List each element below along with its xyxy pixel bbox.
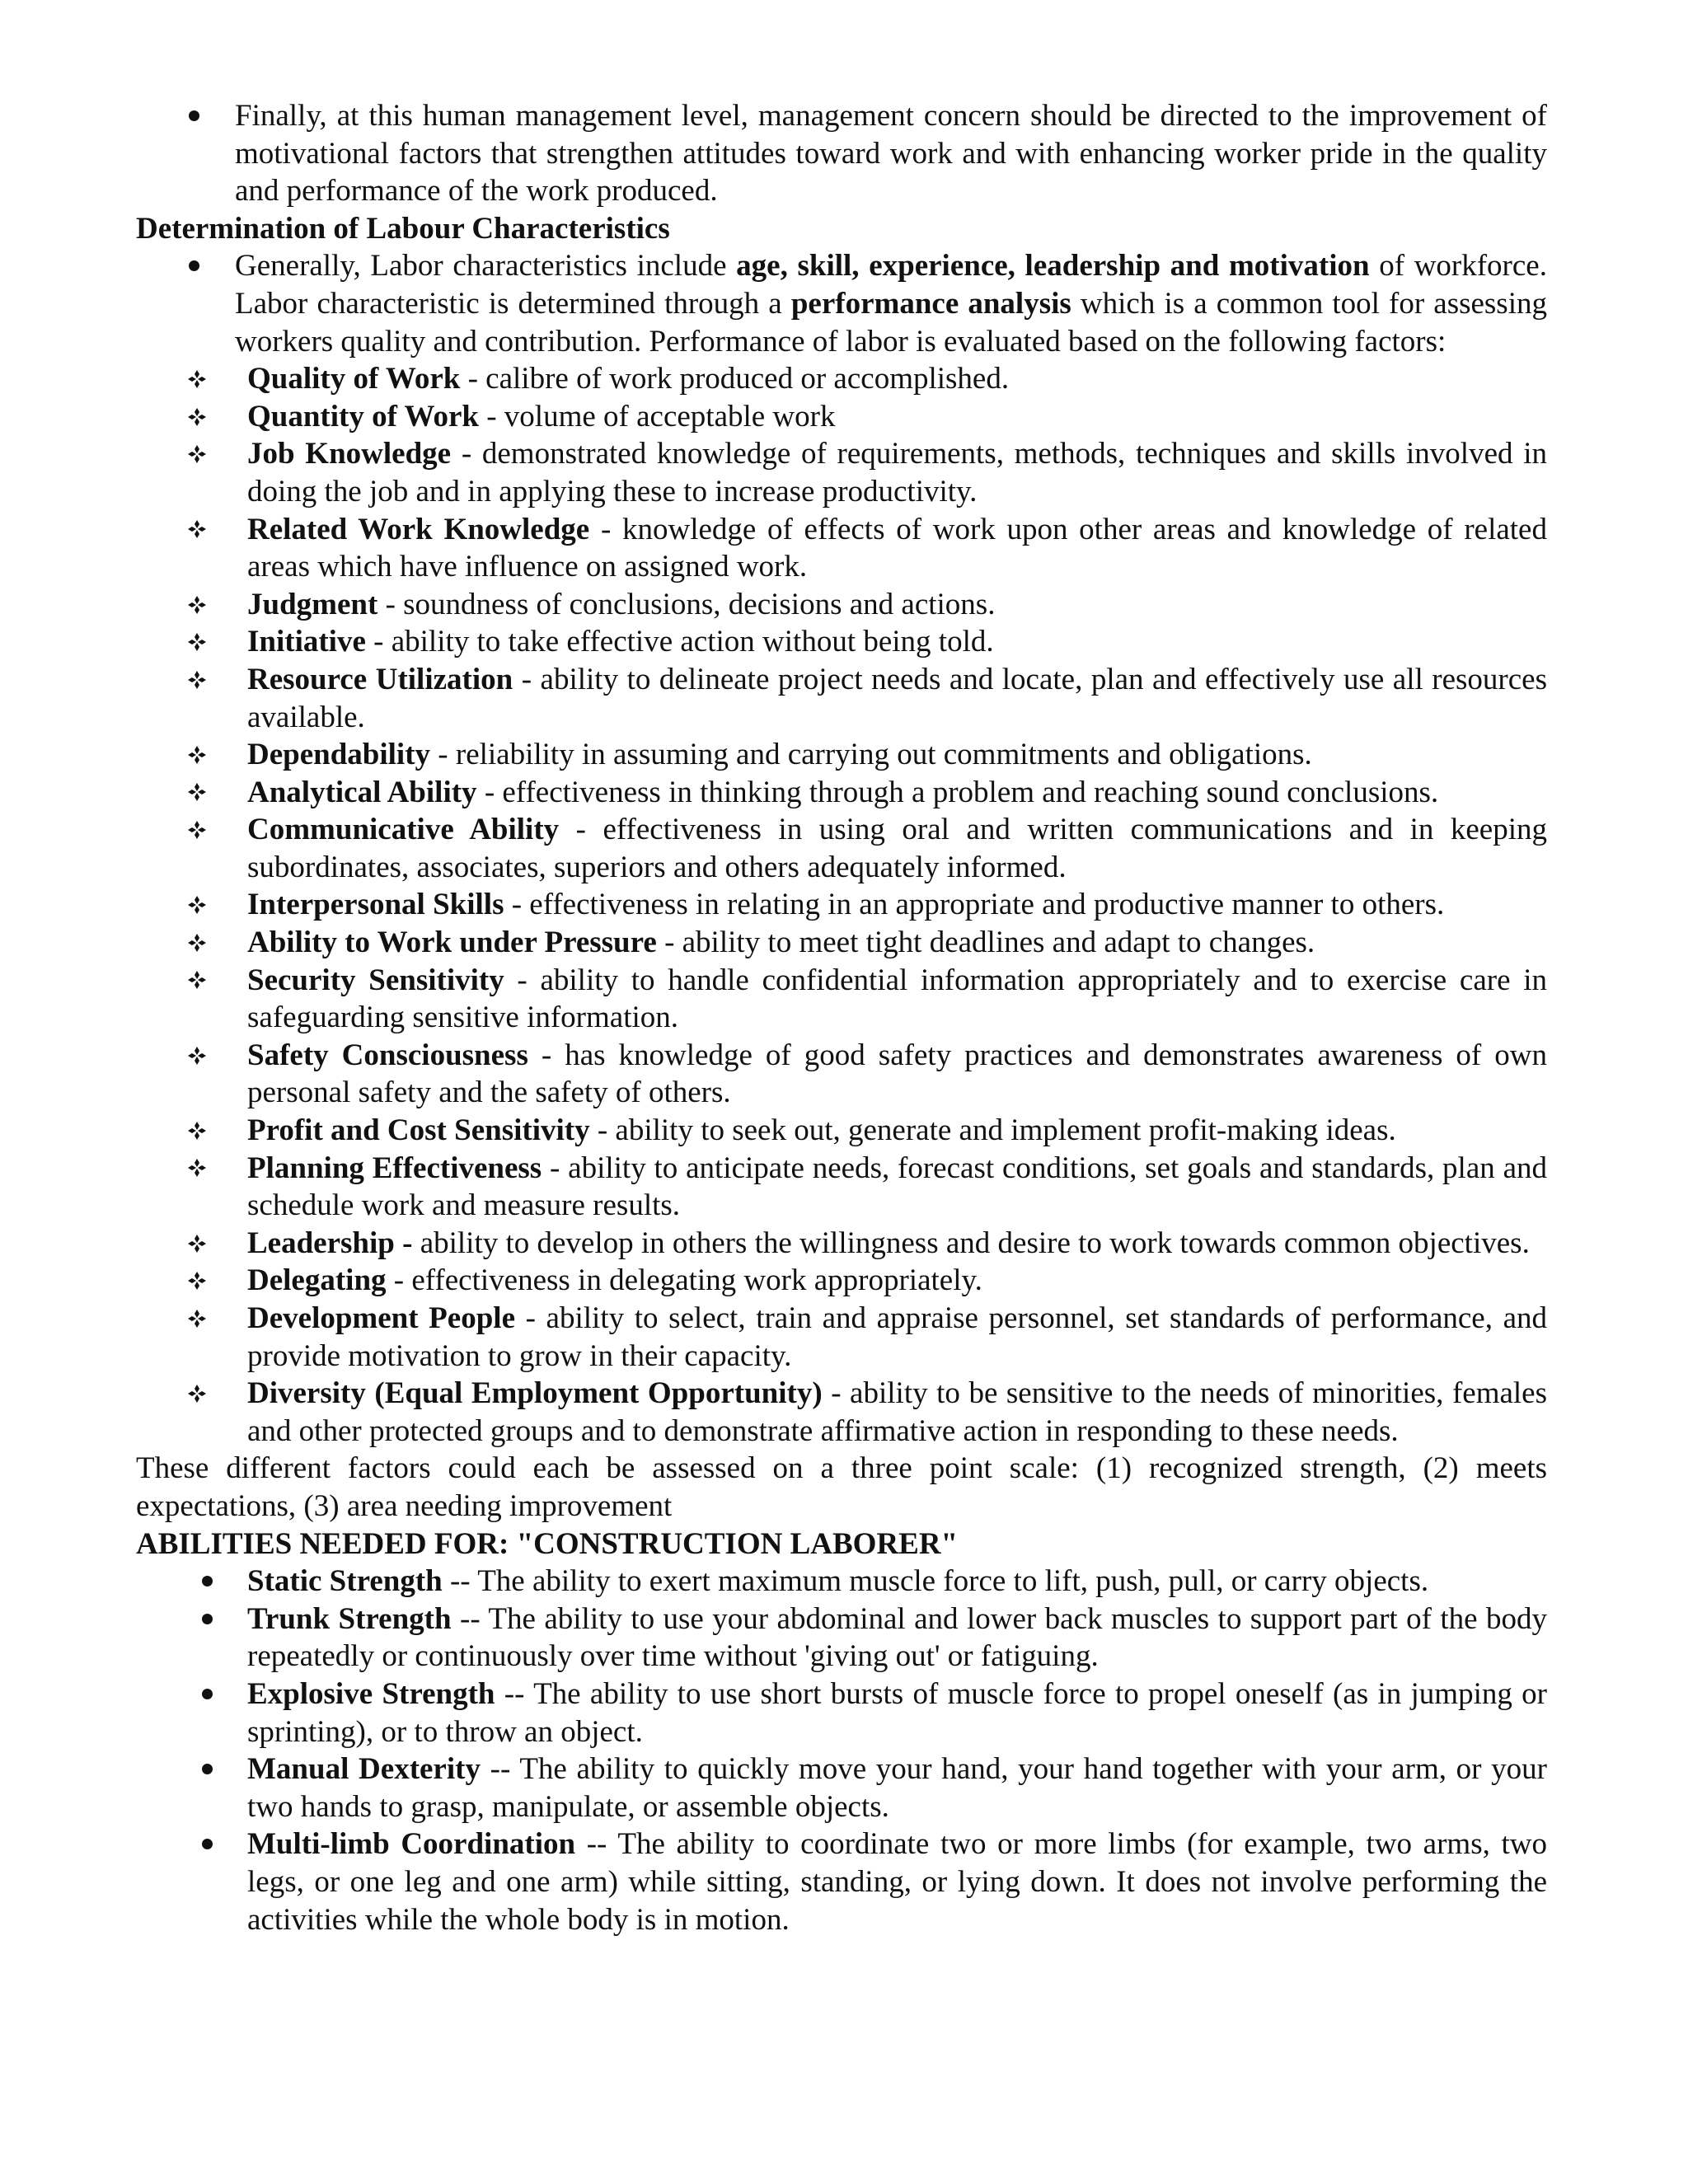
factor-description: - demonstrated knowledge of requirements, methods, techniques and skills involved in doing the job and in applying these to increase productivity.: [247, 437, 1548, 509]
factor-term: Dependability: [247, 738, 431, 772]
assessment-scale-paragraph: These different factors could each be assessed on a three point scale: (1) recognized strength, (2) meets expectations, (3) area needing improvement: [136, 1451, 1547, 1523]
diamond-bullet-icon: [187, 736, 207, 774]
diamond-bullet-icon: [187, 924, 207, 962]
factor-list-item: [136, 1037, 1547, 1112]
diamond-bullet-icon: [187, 1150, 207, 1188]
performance-factors-list: [136, 360, 1547, 1450]
ability-description: -- The ability to use your abdominal and lower back muscles to support part of the body repeatedly or continuously over time without 'giving out' or fatiguing.: [247, 1601, 1548, 1674]
labour-characteristics-bullet: [136, 247, 1547, 360]
diamond-bullet-icon: [187, 811, 207, 849]
factor-description: - ability to seek out, generate and implement profit-making ideas.: [589, 1113, 1396, 1148]
factor-description: - volume of acceptable work: [478, 399, 836, 434]
diamond-bullet-icon: [187, 1112, 207, 1150]
ability-description: -- The ability to quickly move your hand, your hand together with your arm, or your two hands to grasp, manipulate, or assemble objects.: [247, 1752, 1547, 1824]
factor-list-item: [136, 924, 1547, 962]
section-heading-labour-characteristics: Determination of Labour Characteristics: [136, 211, 670, 246]
factor-description: - ability to meet tight deadlines and adapt to changes.: [656, 926, 1315, 960]
diamond-bullet-icon: [187, 886, 207, 924]
factor-description: - effectiveness in relating in an appropriate and productive manner to others.: [504, 888, 1445, 922]
abilities-list: [136, 1563, 1547, 1938]
factor-term: Communicative Ability: [247, 813, 560, 847]
ability-list-item: [136, 1601, 1547, 1675]
bullet-dot-icon: [202, 1614, 213, 1624]
factor-list-item: [136, 360, 1547, 398]
factor-list-item: [136, 1375, 1547, 1450]
factor-term: Related Work Knowledge: [247, 512, 590, 546]
factor-term: Quality of Work: [247, 362, 461, 396]
diamond-bullet-icon: [187, 1300, 207, 1338]
factor-list-item: [136, 886, 1547, 924]
factor-description: - ability to take effective action without being told.: [365, 625, 994, 659]
bullet-text-part: which is a common tool for assessing workers quality and contribution. Performance of labor is evaluated based on the following factors:: [235, 286, 1547, 359]
factor-term: Interpersonal Skills: [247, 888, 504, 922]
ability-description: -- The ability to exert maximum muscle force to lift, push, pull, or carry objects.: [442, 1564, 1429, 1599]
diamond-bullet-icon: [187, 623, 207, 661]
document-page: [136, 97, 1547, 1938]
ability-term: Trunk Strength: [247, 1601, 452, 1636]
diamond-bullet-icon: [187, 962, 207, 1000]
diamond-bullet-icon: [187, 774, 207, 812]
ability-list-item: [136, 1563, 1547, 1601]
diamond-bullet-icon: [187, 661, 207, 699]
section-heading-abilities: ABILITIES NEEDED FOR: "CONSTRUCTION LABORER": [136, 1526, 959, 1561]
factor-term: Diversity (Equal Employment Opportunity): [247, 1376, 823, 1411]
factor-term: Initiative: [247, 625, 366, 659]
factor-list-item: [136, 1262, 1547, 1300]
ability-list-item: [136, 1825, 1547, 1938]
factor-description: - ability to anticipate needs, forecast conditions, set goals and standards, plan and schedule work and measure results.: [247, 1151, 1547, 1223]
diamond-bullet-icon: [187, 586, 207, 624]
factor-term: Quantity of Work: [247, 399, 479, 434]
bullet-bold-part: performance analysis: [790, 286, 1071, 321]
ability-term: Explosive Strength: [247, 1676, 495, 1711]
factor-list-item: [136, 1150, 1547, 1225]
factor-list-item: [136, 736, 1547, 774]
factor-description: - has knowledge of good safety practices and demonstrates awareness of own personal safety and the safety of others.: [247, 1038, 1547, 1110]
bullet-text-part: of workforce. Labor characteristic is determined through a: [235, 249, 1547, 321]
factor-description: - ability to delineate project needs and locate, plan and effectively use all resources available.: [247, 662, 1547, 734]
factor-term: Security Sensitivity: [247, 963, 504, 997]
bullet-text-part: Generally, Labor characteristics include: [235, 249, 737, 284]
factor-list-item: [136, 811, 1547, 886]
factor-description: - soundness of conclusions, decisions and actions.: [377, 587, 996, 621]
factor-list-item: [136, 774, 1547, 812]
factor-description: - effectiveness in delegating work appropriately.: [386, 1263, 982, 1298]
diamond-bullet-icon: [187, 1225, 207, 1263]
factor-description: - ability to be sensitive to the needs of minorities, females and other protected groups and to demonstrate affirmative action in responding to these needs.: [247, 1376, 1547, 1448]
factor-term: Profit and Cost Sensitivity: [247, 1113, 590, 1148]
factor-list-item: [136, 962, 1547, 1037]
factor-term: Planning Effectiveness: [247, 1151, 542, 1185]
factor-list-item: [136, 1225, 1547, 1263]
ability-term: Manual Dexterity: [247, 1752, 481, 1787]
bullet-dot-icon: [202, 1839, 213, 1849]
factor-description: - effectiveness in thinking through a problem and reaching sound conclusions.: [476, 775, 1439, 809]
factor-term: Ability to Work under Pressure: [247, 926, 657, 960]
ability-term: Multi-limb Coordination: [247, 1827, 576, 1862]
factor-term: Analytical Ability: [247, 775, 477, 809]
bullet-dot-icon: [202, 1689, 213, 1699]
factor-list-item: [136, 1112, 1547, 1150]
bullet-bold-part: age, skill, experience, leadership and motivation: [736, 249, 1370, 284]
ability-list-item: [136, 1750, 1547, 1825]
factor-term: Safety Consciousness: [247, 1038, 528, 1072]
bullet-dot-icon: [189, 110, 199, 121]
factor-list-item: [136, 435, 1547, 510]
intro-bullet-item: [136, 97, 1547, 210]
factor-term: Job Knowledge: [247, 437, 452, 471]
diamond-bullet-icon: [187, 435, 207, 473]
diamond-bullet-icon: [187, 1375, 207, 1413]
factor-list-item: [136, 398, 1547, 436]
factor-list-item: [136, 661, 1547, 736]
bullet-dot-icon: [202, 1576, 213, 1586]
factor-term: Development People: [247, 1301, 515, 1335]
factor-description: - ability to handle confidential information appropriately and to exercise care in safeguarding sensitive information.: [247, 963, 1547, 1035]
diamond-bullet-icon: [187, 1037, 207, 1075]
factor-description: - effectiveness in using oral and written communications and in keeping subordinates, associates, superiors and others adequately informed.: [247, 813, 1547, 884]
diamond-bullet-icon: [187, 360, 207, 398]
factor-description: - reliability in assuming and carrying out commitments and obligations.: [430, 738, 1312, 772]
ability-description: -- The ability to use short bursts of muscle force to propel oneself (as in jumping or sprinting), or to throw an object.: [247, 1676, 1547, 1749]
factor-term: Judgment: [247, 587, 378, 621]
bullet-dot-icon: [189, 260, 199, 271]
factor-term: Leadership -: [247, 1226, 413, 1260]
factor-list-item: [136, 511, 1547, 586]
factor-term: Delegating: [247, 1263, 387, 1298]
factor-description: - knowledge of effects of work upon other areas and knowledge of related areas which have influence on assigned work.: [247, 512, 1547, 584]
ability-term: Static Strength: [247, 1564, 443, 1599]
bullet-dot-icon: [202, 1764, 213, 1774]
factor-description: - ability to select, train and appraise personnel, set standards of performance, and provide motivation to grow in their capacity.: [247, 1301, 1548, 1373]
ability-list-item: [136, 1675, 1547, 1750]
factor-description: - calibre of work produced or accomplished.: [460, 362, 1010, 396]
diamond-bullet-icon: [187, 511, 207, 549]
diamond-bullet-icon: [187, 398, 207, 436]
factor-description: ability to develop in others the willingness and desire to work towards common objectives.: [412, 1226, 1530, 1260]
factor-list-item: [136, 1300, 1547, 1375]
factor-term: Resource Utilization: [247, 662, 513, 696]
intro-bullet-text: Finally, at this human management level, management concern should be directed to the improvement of motivational factors that strengthen attitudes toward work and with enhancing worker pride in the quality and performance of the work produced.: [235, 99, 1547, 209]
factor-list-item: [136, 586, 1547, 624]
ability-description: -- The ability to coordinate two or more limbs (for example, two arms, two legs, or one leg and one arm) while sitting, standing, or lying down. It does not involve performing the activities while the whole body is in motion.: [247, 1827, 1547, 1937]
diamond-bullet-icon: [187, 1262, 207, 1300]
factor-list-item: [136, 623, 1547, 661]
